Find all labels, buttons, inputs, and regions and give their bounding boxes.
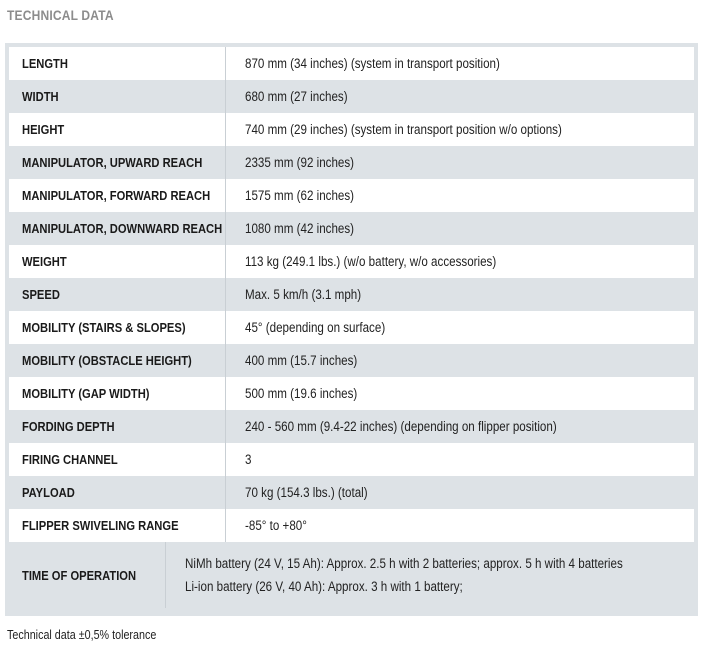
row-value: 400 mm (15.7 inches) — [225, 344, 694, 377]
row-label: FORDING DEPTH — [22, 419, 115, 434]
row-value: 1575 mm (62 inches) — [225, 179, 694, 212]
section-heading: TECHNICAL DATA — [7, 7, 114, 23]
row-value: 870 mm (34 inches) (system in transport position) — [225, 47, 694, 80]
row-value: 113 kg (249.1 lbs.) (w/o battery, w/o accessories) — [225, 245, 694, 278]
row-value: 3 — [225, 443, 694, 476]
table-row — [9, 476, 694, 509]
row-label: PAYLOAD — [22, 485, 75, 500]
row-value: 240 - 560 mm (9.4-22 inches) (depending on flipper position) — [225, 410, 694, 443]
row-value — [165, 542, 694, 608]
table-row — [9, 311, 694, 344]
row-value: 740 mm (29 inches) (system in transport position w/o options) — [225, 113, 694, 146]
row-label: TIME OF OPERATION — [22, 567, 137, 583]
row-label: WIDTH — [22, 89, 59, 104]
table-row — [9, 443, 694, 476]
row-value: -85° to +80° — [225, 509, 694, 542]
row-label: WEIGHT — [22, 254, 67, 269]
row-value: Max. 5 km/h (3.1 mph) — [225, 278, 694, 311]
row-label: SPEED — [22, 287, 60, 302]
table-row — [9, 179, 694, 212]
footnote: Technical data ±0,5% tolerance — [7, 628, 157, 642]
row-label: MANIPULATOR, FORWARD REACH — [22, 188, 211, 203]
table-row — [9, 113, 694, 146]
row-label: FLIPPER SWIVELING RANGE — [22, 518, 179, 533]
row-value: 70 kg (154.3 lbs.) (total) — [225, 476, 694, 509]
row-label: MOBILITY (OBSTACLE HEIGHT) — [22, 353, 192, 368]
value-line: Li-ion battery (26 V, 40 Ah): Approx. 3 h with 1 battery; — [184, 579, 463, 594]
table-row — [9, 212, 694, 245]
table-row — [9, 47, 694, 80]
table-row — [9, 410, 694, 443]
table-row — [9, 245, 694, 278]
row-value: 1080 mm (42 inches) — [225, 212, 694, 245]
value-line: NiMh battery (24 V, 15 Ah): Approx. 2.5 h with 2 batteries; approx. 5 h with 4 batteries — [184, 556, 623, 571]
row-value: 500 mm (19.6 inches) — [225, 377, 694, 410]
table-row — [9, 377, 694, 410]
row-label: FIRING CHANNEL — [22, 452, 118, 467]
table-row — [9, 80, 694, 113]
table-row — [9, 146, 694, 179]
table-row — [9, 344, 694, 377]
row-label: MOBILITY (GAP WIDTH) — [22, 386, 150, 401]
row-value: 680 mm (27 inches) — [225, 80, 694, 113]
table-row — [9, 278, 694, 311]
row-label: MOBILITY (STAIRS & SLOPES) — [22, 320, 186, 335]
table-row — [9, 542, 694, 608]
row-label: MANIPULATOR, UPWARD REACH — [22, 155, 203, 170]
row-label: LENGTH — [22, 56, 68, 71]
row-label: MANIPULATOR, DOWNWARD REACH — [22, 221, 223, 236]
row-label: HEIGHT — [22, 122, 65, 137]
technical-data-table — [5, 43, 698, 616]
row-value: 2335 mm (92 inches) — [225, 146, 694, 179]
row-value: 45° (depending on surface) — [225, 311, 694, 344]
table-row — [9, 509, 694, 542]
